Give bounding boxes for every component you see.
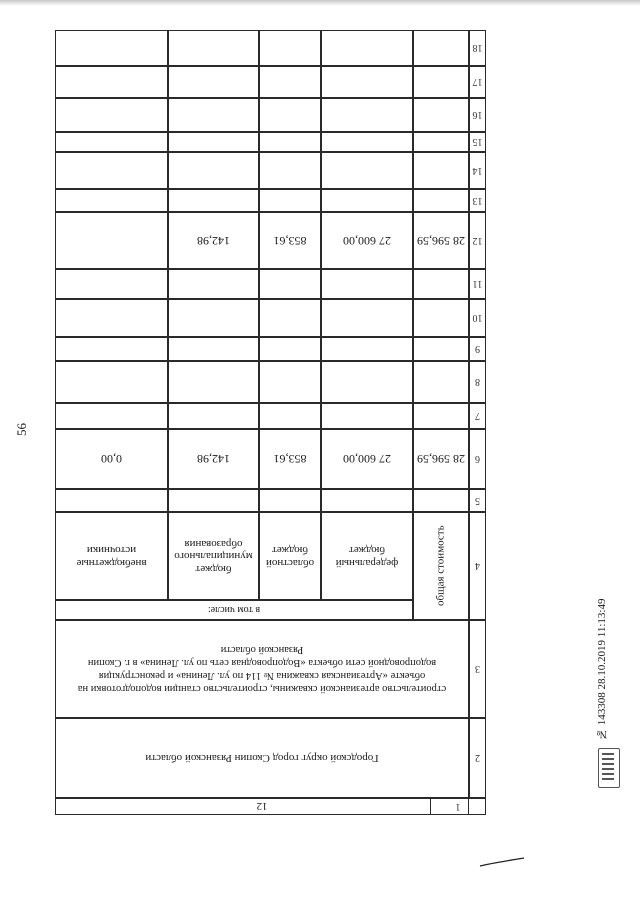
budget-label-regional: областной бюджет: [259, 512, 321, 600]
col11-municipal: [168, 269, 259, 299]
col6-federal: 27 600,00: [321, 429, 413, 489]
col6-total: 28 596,59: [413, 429, 469, 489]
col14-total: [413, 152, 469, 189]
col7-total: [413, 403, 469, 429]
col8-extrabudget: [55, 361, 168, 403]
col7-extrabudget: [55, 403, 168, 429]
col13-extrabudget: [55, 189, 168, 212]
col11-federal: [321, 269, 413, 299]
district-cell: Городской округ город Скопин Рязанской области: [55, 718, 469, 798]
col9-regional: [259, 337, 321, 361]
col18-regional: [259, 30, 321, 66]
handwritten-mark: [478, 855, 526, 869]
col13-regional: [259, 189, 321, 212]
col-header-7: 7: [469, 403, 486, 429]
col13-municipal: [168, 189, 259, 212]
col14-regional: [259, 152, 321, 189]
col5-total: [413, 489, 469, 512]
col18-federal: [321, 30, 413, 66]
col12-municipal: 142,98: [168, 212, 259, 269]
col5-federal: [321, 489, 413, 512]
registry-logo: [598, 748, 620, 788]
col10-extrabudget: [55, 299, 168, 337]
col-header-6: 6: [469, 429, 486, 489]
col10-total: [413, 299, 469, 337]
scan-edge: [0, 0, 640, 6]
col11-extrabudget: [55, 269, 168, 299]
col13-federal: [321, 189, 413, 212]
col7-municipal: [168, 403, 259, 429]
col12-total: 28 596,59: [413, 212, 469, 269]
col9-municipal: [168, 337, 259, 361]
col14-federal: [321, 152, 413, 189]
col9-extrabudget: [55, 337, 168, 361]
col13-total: [413, 189, 469, 212]
col10-municipal: [168, 299, 259, 337]
col17-federal: [321, 66, 413, 98]
col17-municipal: [168, 66, 259, 98]
col6-municipal: 142,98: [168, 429, 259, 489]
col10-regional: [259, 299, 321, 337]
table-frame: [55, 30, 486, 815]
col16-extrabudget: [55, 98, 168, 132]
col-header-3: 3: [469, 620, 486, 718]
budget-label-municipal: бюджет муниципального образования: [168, 512, 259, 600]
col15-regional: [259, 132, 321, 152]
col11-total: [413, 269, 469, 299]
col18-extrabudget: [55, 30, 168, 66]
col18-total: [413, 30, 469, 66]
col17-regional: [259, 66, 321, 98]
col-header-11: 11: [469, 269, 486, 299]
col10-federal: [321, 299, 413, 337]
col-header-13: 13: [469, 189, 486, 212]
col17-extrabudget: [55, 66, 168, 98]
col14-extrabudget: [55, 152, 168, 189]
col-header-18: 18: [469, 30, 486, 66]
col8-total: [413, 361, 469, 403]
col18-municipal: [168, 30, 259, 66]
col-header-15: 15: [469, 132, 486, 152]
col15-municipal: [168, 132, 259, 152]
col6-regional: 853,61: [259, 429, 321, 489]
col12-regional: 853,61: [259, 212, 321, 269]
col-header-9: 9: [469, 337, 486, 361]
col8-regional: [259, 361, 321, 403]
col9-total: [413, 337, 469, 361]
col15-total: [413, 132, 469, 152]
col-header-10: 10: [469, 299, 486, 337]
page-number: 56: [14, 423, 29, 436]
col16-regional: [259, 98, 321, 132]
col16-municipal: [168, 98, 259, 132]
col17-total: [413, 66, 469, 98]
col7-federal: [321, 403, 413, 429]
col16-federal: [321, 98, 413, 132]
col-header-8: 8: [469, 361, 486, 403]
project-cell: строительство артезианской скважины, строительство станции водоподготовки на объекте «Артезианская скважина № 114 по ул. Ленина» и реконструкция водопроводной сети объекта «Водопроводная сеть по ул. Ленина» в г. Скопин Рязанской области: [55, 620, 469, 718]
col-header-16: 16: [469, 98, 486, 132]
col12-extrabudget: [55, 212, 168, 269]
col5-municipal: [168, 489, 259, 512]
col6-extrabudget: 0,00: [55, 429, 168, 489]
col-header-4: 4: [469, 512, 486, 620]
col15-federal: [321, 132, 413, 152]
col5-regional: [259, 489, 321, 512]
col8-municipal: [168, 361, 259, 403]
budget-label-federal: федеральный бюджет: [321, 512, 413, 600]
row-number: 12: [55, 798, 469, 815]
col-header-17: 17: [469, 66, 486, 98]
col9-federal: [321, 337, 413, 361]
rotated-table: [55, 30, 486, 815]
col8-federal: [321, 361, 413, 403]
col11-regional: [259, 269, 321, 299]
registration-stamp: № 143308 28.10.2019 11:13:49: [596, 598, 608, 740]
budget-label-extrabudget: внебюджетные источники: [55, 512, 168, 600]
col-header-14: 14: [469, 152, 486, 189]
col16-total: [413, 98, 469, 132]
col14-municipal: [168, 152, 259, 189]
col-header-5: 5: [469, 489, 486, 512]
col7-regional: [259, 403, 321, 429]
col-header-1: 1: [430, 798, 486, 815]
col5-extrabudget: [55, 489, 168, 512]
including-label: в том числе:: [55, 600, 413, 620]
total-label: общая стоимость: [413, 512, 469, 620]
col15-extrabudget: [55, 132, 168, 152]
col-header-12: 12: [469, 212, 486, 269]
col12-federal: 27 600,00: [321, 212, 413, 269]
col-header-2: 2: [469, 718, 486, 798]
